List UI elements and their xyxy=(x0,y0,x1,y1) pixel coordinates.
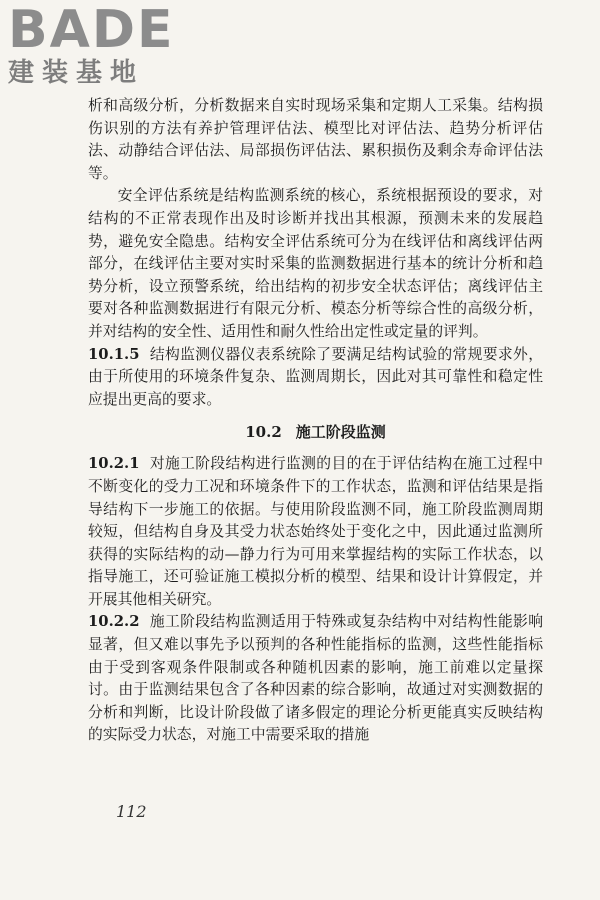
clause-10-2-1 xyxy=(88,453,543,611)
page-number: 112 xyxy=(116,802,147,821)
paragraph-continued: 析和高级分析，分析数据来自实时现场采集和定期人工采集。结构损伤识别的方法有养护管理评估法、模型比对评估法、趋势分析评估法、动静结合评估法、局部损伤评估法、累积损伤及剩余寿命评估法等。 xyxy=(88,97,543,182)
section-number: 10.2 xyxy=(245,423,282,442)
logo xyxy=(8,0,178,90)
paragraph-safety-evaluation: 安全评估系统是结构监测系统的核心，系统根据预设的要求，对结构的不正常表现作出及时诊断并找出其根源，预测未来的发展趋势，避免安全隐患。结构安全评估系统可分为在线评估和离线评估两部分，在线评估主要对实时采集的监测数据进行基本的统计分析和趋势分析，设立预警系统，给出结构的初步安全状态评估；离线评估主要对各种监测数据进行有限元分析、模态分析等综合性的高级分析，并对结构的安全性、适用性和耐久性给出定性或定量的评判。 xyxy=(88,187,543,340)
clause-text: 对施工阶段结构进行监测的目的在于评估结构在施工过程中不断变化的受力工况和环境条件下的工作状态，监测和评估结果是指导结构下一步施工的依据。与使用阶段监测不同，施工阶段监测周期较短，但结构自身及其受力状态始终处于变化之中，因此通过监测所获得的实际结构的动—静力行为可用来掌握结构的实际工作状态，以指导施工，还可验证施工模拟分析的模型、结果和设计计算假定，并开展其他相关研究。 xyxy=(88,455,543,608)
clause-10-2-2 xyxy=(88,611,543,747)
section-title: 施工阶段监测 xyxy=(295,423,386,442)
clause-number: 10.1.5 xyxy=(88,345,140,363)
section-heading xyxy=(88,420,543,444)
clause-text: 施工阶段结构监测适用于特殊或复杂结构中对结构性能影响显著，但又难以事先予以预判的各种性能指标的监测，这些性能指标由于受到客观条件限制或各种随机因素的影响，施工前难以定量探讨。由于监测结果包含了各种因素的综合影响，故通过对实测数据的分析和判断，比设计阶段做了诸多假定的理论分析更能真实反映结构的实际受力状态，对施工中需要采取的措施 xyxy=(88,613,543,744)
logo-word: BADE xyxy=(8,0,175,60)
clause-number: 10.2.2 xyxy=(88,613,140,631)
clause-number: 10.2.1 xyxy=(88,455,140,473)
logo-subtitle: 建装基地 xyxy=(8,58,145,88)
clause-text: 结构监测仪器仪表系统除了要满足结构试验的常规要求外，由于所使用的环境条件复杂、监测周期长，因此对其可靠性和稳定性应提出更高的要求。 xyxy=(88,345,543,408)
clause-10-1-5 xyxy=(88,344,543,412)
page-content xyxy=(88,95,543,747)
